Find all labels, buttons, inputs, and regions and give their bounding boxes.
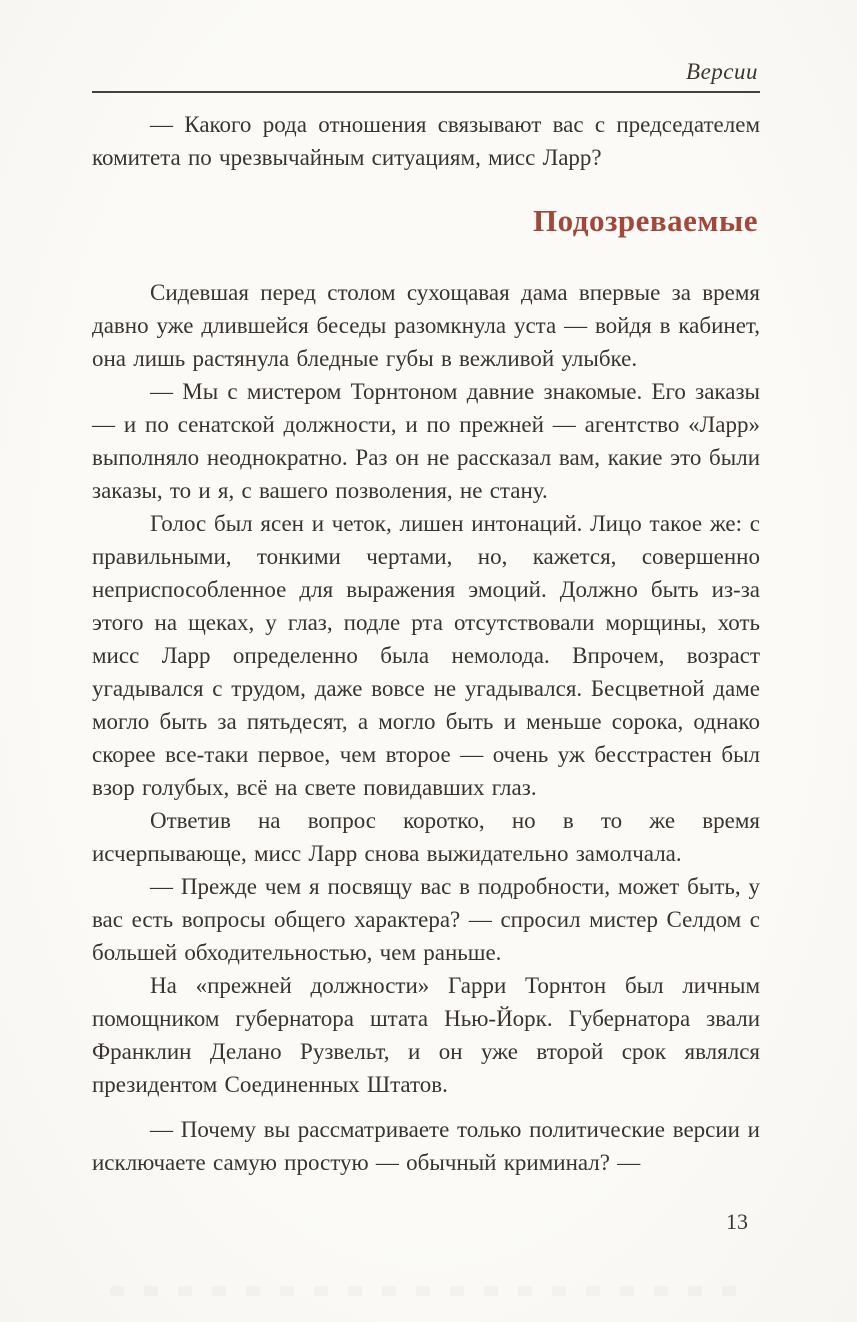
heading-gap [92,240,760,276]
header-rule [92,91,760,93]
page-header [92,58,760,93]
page-body [92,108,760,1179]
page-footer [92,1209,760,1235]
paragraph: — Мы с мистером Торнтоном давние знакомые. Его заказы — и по сенатской должности, и по прежней — агентство «Ларр» выполняло неоднократно. Раз он не рассказал вам, какие это были заказы, то и я, с вашего позволения, не стану. [92,379,760,503]
page-number: 13 [726,1209,748,1234]
paragraph: Ответив на вопрос коротко, но в то же время исчерпывающе, мисс Ларр снова выжидательно замолчала. [92,808,760,866]
paragraph: Сидевшая перед столом сухощавая дама впервые за время давно уже длившейся беседы разомкнула уста — войдя в кабинет, она лишь растянула бледные губы в вежливой улыбке. [92,280,760,371]
section-heading: Подозреваемые [533,203,758,238]
paragraph: Голос был ясен и четок, лишен интонаций. Лицо такое же: с правильными, тонкими чертами, но, кажется, совершенно неприспособленное для выражения эмоций. Должно быть из-за этого на щеках, у глаз, подле рта отсутствовали морщины, хоть мисс Ларр определенно была немолода. Впрочем, возраст угадывался с трудом, даже вовсе не угадывался. Бесцветной даме могло быть за пятьдесят, а могло быть и меньше сорока, однако скорее все-таки первое, чем второе — очень уж бесстрастен был взор голубых, всё на свете повидавших глаз. [92,511,760,800]
intro-paragraph: — Какого рода отношения связывают вас с председателем комитета по чрезвычайным ситуациям, мисс Ларр? [92,112,760,170]
paragraph: — Почему вы рассматриваете только политические версии и исключаете самую простую — обычный криминал? — [92,1117,760,1175]
scan-artifact [110,1286,750,1296]
paragraph: На «прежней должности» Гарри Торнтон был личным помощником губернатора штата Нью-Йорк. Губернатора звали Франклин Делано Рузвельт, и он уже второй срок являлся президентом Соединенных Штатов. [92,973,760,1097]
running-header: Версии [686,59,758,84]
paragraph: — Прежде чем я посвящу вас в подробности, может быть, у вас есть вопросы общего характера? — спросил мистер Селдом с большей обходительностью, чем раньше. [92,874,760,965]
